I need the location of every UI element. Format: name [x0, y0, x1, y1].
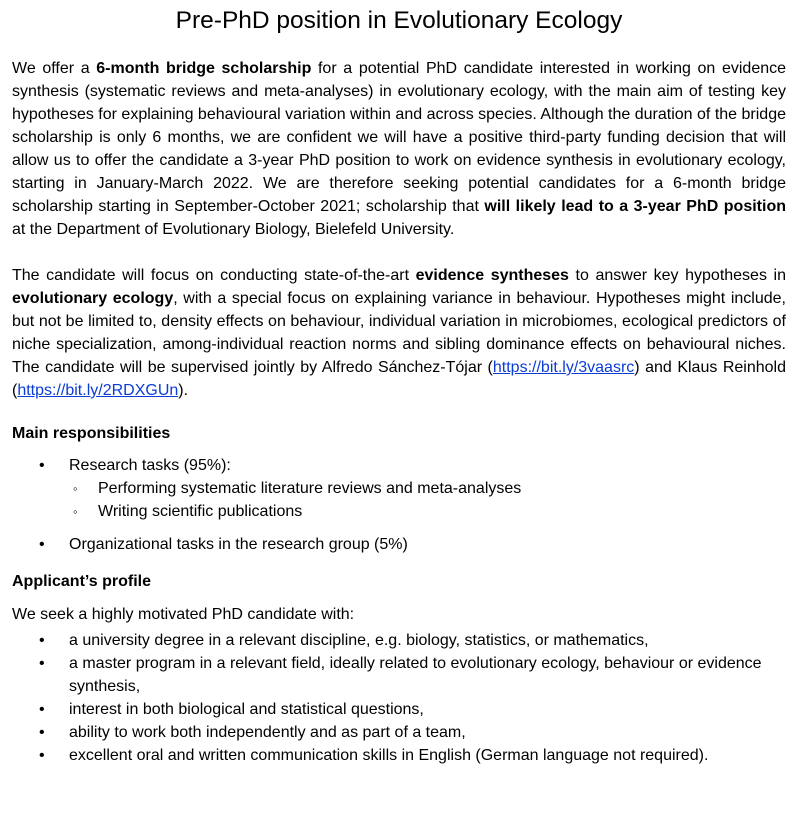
bold-text: evidence syntheses: [415, 267, 569, 284]
list-item: • interest in both biological and statistical questions,: [12, 698, 786, 721]
bold-text: evolutionary ecology: [12, 290, 174, 307]
focus-paragraph: [12, 264, 786, 402]
list-item: • Organizational tasks in the research group (5%): [12, 533, 786, 556]
responsibilities-heading: Main responsibilities: [12, 425, 171, 442]
text-span: , with a special focus on explaining variance in behaviour. Hypotheses might include, but not be limited to, density effects on behaviour, individual variation in microbiomes, ecological predictors of niche specialization, among-individual reaction norms and sibling dominance effects on behavioural niches. The candidate will be supervised jointly by Alfredo Sánchez-Tójar (: [12, 290, 786, 376]
text-span: We offer a: [12, 60, 97, 77]
text-span: ) and Klaus Reinhold (: [12, 359, 786, 399]
document-page: [0, 7, 798, 834]
bold-text: 6-month bridge scholarship: [96, 60, 312, 77]
sub-list-item: ◦ Performing systematic literature reviews and meta-analyses: [69, 477, 786, 500]
list-item: • a master program in a relevant field, ideally related to evolutionary ecology, behaviour or evidence synthesis,: [12, 652, 786, 698]
responsibilities-list: [12, 454, 786, 556]
text-span: The candidate will focus on conducting state-of-the-art: [12, 267, 416, 284]
page-title: Pre-PhD position in Evolutionary Ecology: [175, 7, 623, 34]
supervisor-link-reinhold[interactable]: https://bit.ly/2RDXGUn: [17, 382, 179, 399]
text-span: for a potential PhD candidate interested in working on evidence synthesis (systematic reviews and meta-analyses) in evolutionary ecology, with the main aim of testing key hypotheses for explaining behavioural variation within and across species. Although the duration of the bridge scholarship is only 6 months, we are confident we will have a positive third-party funding decision that will allow us to offer the candidate a 3-year PhD position to work on evidence synthesis in evolutionary ecology, starting in January-March 2022. We are therefore seeking potential candidates for a 6-month bridge scholarship starting in September-October 2021; scholarship that: [12, 60, 787, 215]
list-item: [12, 454, 786, 523]
supervisor-link-sanchez-tojar[interactable]: https://bit.ly/3vaasrc: [492, 359, 635, 376]
list-item: • excellent oral and written communication skills in English (German language not required).: [12, 744, 786, 767]
list-item: • a university degree in a relevant discipline, e.g. biology, statistics, or mathematics,: [12, 629, 786, 652]
profile-intro: We seek a highly motivated PhD candidate with:: [12, 606, 355, 623]
profile-heading: Applicant’s profile: [12, 573, 151, 590]
bold-text: will likely lead to a 3-year PhD position: [484, 198, 786, 215]
profile-list: [12, 629, 786, 767]
text-span: ).: [178, 382, 189, 399]
intro-paragraph: [12, 57, 786, 241]
sub-list: [69, 477, 786, 523]
text-span: to answer key hypotheses in: [568, 267, 786, 284]
list-item-label: Research tasks (95%):: [69, 457, 231, 474]
sub-list-item: ◦ Writing scientific publications: [69, 500, 786, 523]
list-item: • ability to work both independently and as part of a team,: [12, 721, 786, 744]
text-span: at the Department of Evolutionary Biology, Bielefeld University.: [12, 221, 455, 238]
